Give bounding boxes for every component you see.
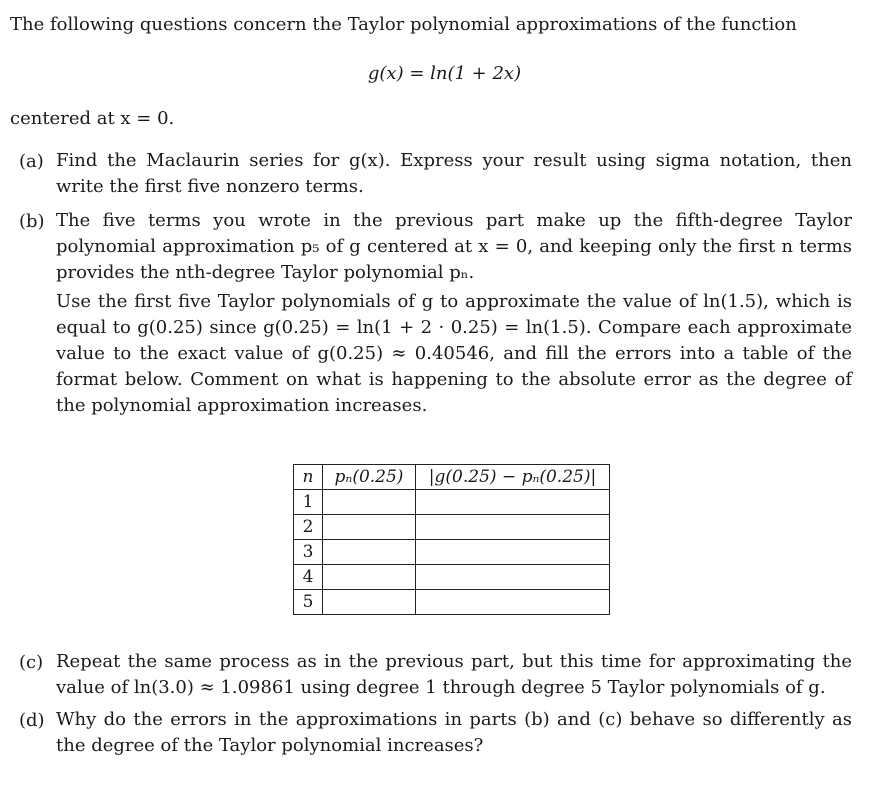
table-row <box>294 540 610 565</box>
header-approx: pₙ(0.25) <box>323 465 416 490</box>
row-n: 4 <box>294 565 323 590</box>
part-d-text: Why do the errors in the approximations in parts (b) and (c) behave so differently as the degree of the Taylor polynomial increases? <box>56 709 852 756</box>
error-table <box>293 464 610 615</box>
row-n: 2 <box>294 515 323 540</box>
function-formula: g(x) = ln(1 + 2x) <box>367 63 522 84</box>
table-header-row <box>294 465 610 490</box>
part-c-label: (c) <box>19 652 44 673</box>
centered-text: centered at x = 0. <box>10 108 175 129</box>
error-cell[interactable] <box>416 565 610 590</box>
error-cell[interactable] <box>416 540 610 565</box>
part-b-label: (b) <box>19 211 45 232</box>
part-d-label: (d) <box>19 710 45 731</box>
part-b-text-2: Use the first five Taylor polynomials of g to approximate the value of ln(1.5), which is equal to g(0.25) since g(0.25) = ln(1 + 2 · 0.25) = ln(1.5). Compare each approximate value to the exact value of g(0.25) ≈ 0.40546, and fill the errors into a table of the format below. Comment on what is happening to the absolute error as the degree of the polynomial approximation increases. <box>56 291 852 416</box>
row-n: 5 <box>294 590 323 615</box>
header-n: n <box>294 465 323 490</box>
part-b-text: The five terms you wrote in the previous part make up the fifth-degree Taylor polynomial approximation p₅ of g centered at x = 0, and keeping only the first n terms provides the nth-degree Taylor polynomial pₙ. <box>56 210 852 283</box>
header-error: |g(0.25) − pₙ(0.25)| <box>416 465 610 490</box>
table-row <box>294 490 610 515</box>
error-cell[interactable] <box>416 490 610 515</box>
approx-cell[interactable] <box>323 590 416 615</box>
row-n: 3 <box>294 540 323 565</box>
approx-cell[interactable] <box>323 565 416 590</box>
table-row <box>294 565 610 590</box>
part-a-label: (a) <box>19 151 44 172</box>
error-cell[interactable] <box>416 590 610 615</box>
part-c-text: Repeat the same process as in the previous part, but this time for approximating the value of ln(3.0) ≈ 1.09861 using degree 1 through degree 5 Taylor polynomials of g. <box>56 651 852 698</box>
error-cell[interactable] <box>416 515 610 540</box>
part-a-text: Find the Maclaurin series for g(x). Express your result using sigma notation, then write the first five nonzero terms. <box>56 150 852 197</box>
row-n: 1 <box>294 490 323 515</box>
approx-cell[interactable] <box>323 490 416 515</box>
table-row <box>294 515 610 540</box>
approx-cell[interactable] <box>323 515 416 540</box>
approx-cell[interactable] <box>323 540 416 565</box>
intro-text: The following questions concern the Taylor polynomial approximations of the function <box>10 14 797 35</box>
table-row <box>294 590 610 615</box>
